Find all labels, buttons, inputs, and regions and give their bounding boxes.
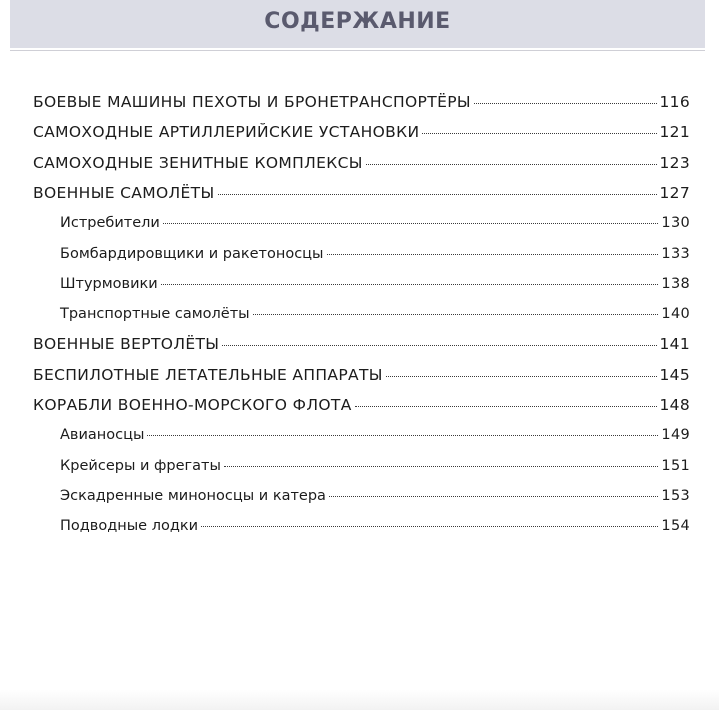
dot-leader bbox=[222, 345, 656, 346]
toc-section-entry[interactable] bbox=[33, 365, 690, 389]
dot-leader bbox=[163, 223, 659, 224]
dot-leader bbox=[201, 526, 658, 527]
dot-leader bbox=[329, 496, 658, 497]
toc-subsection-entry[interactable] bbox=[60, 213, 690, 237]
page-bottom-edge bbox=[0, 690, 719, 710]
toc-entry-label: Штурмовики bbox=[60, 276, 158, 292]
toc-subsection-entry[interactable] bbox=[60, 516, 690, 540]
toc-section-entry[interactable] bbox=[33, 122, 690, 146]
toc-entry-page-number: 151 bbox=[661, 458, 690, 474]
toc-entry-label: Авианосцы bbox=[60, 427, 145, 443]
dot-leader bbox=[224, 466, 658, 467]
toc-entry-page-number: 154 bbox=[661, 518, 690, 534]
toc-entry-label: Истребители bbox=[60, 215, 160, 231]
toc-entry-label: ВОЕННЫЕ САМОЛЁТЫ bbox=[33, 184, 215, 202]
toc-entry-page-number: 123 bbox=[659, 154, 690, 172]
toc-entry-page-number: 148 bbox=[659, 396, 690, 414]
toc-subsection-entry[interactable] bbox=[60, 274, 690, 298]
page-title: СОДЕРЖАНИЕ bbox=[264, 9, 451, 34]
dot-leader bbox=[366, 164, 657, 165]
toc-entry-page-number: 127 bbox=[659, 184, 690, 202]
toc-subsection-entry[interactable] bbox=[60, 304, 690, 328]
toc-entry-label: БЕСПИЛОТНЫЕ ЛЕТАТЕЛЬНЫЕ АППАРАТЫ bbox=[33, 366, 383, 384]
toc-entry-page-number: 138 bbox=[661, 276, 690, 292]
toc-section-entry[interactable] bbox=[33, 92, 690, 116]
toc-entry-label: ВОЕННЫЕ ВЕРТОЛЁТЫ bbox=[33, 335, 220, 353]
toc-subsection-entry[interactable] bbox=[60, 244, 690, 268]
dot-leader bbox=[386, 376, 657, 377]
dot-leader bbox=[161, 284, 659, 285]
toc-entry-page-number: 149 bbox=[661, 427, 690, 443]
toc-entry-label: Бомбардировщики и ракетоносцы bbox=[60, 246, 324, 262]
dot-leader bbox=[474, 103, 657, 104]
toc-entry-page-number: 145 bbox=[659, 366, 690, 384]
dot-leader bbox=[147, 435, 658, 436]
toc-entry-page-number: 130 bbox=[661, 215, 690, 231]
toc-entry-page-number: 140 bbox=[661, 306, 690, 322]
toc-subsection-entry[interactable] bbox=[60, 425, 690, 449]
toc-subsection-entry[interactable] bbox=[60, 456, 690, 480]
toc-entry-page-number: 116 bbox=[659, 93, 690, 111]
toc-entry-label: Крейсеры и фрегаты bbox=[60, 458, 221, 474]
toc-section-entry[interactable] bbox=[33, 153, 690, 177]
toc-entry-label: Подводные лодки bbox=[60, 518, 199, 534]
toc-entry-label: КОРАБЛИ ВОЕННО-МОРСКОГО ФЛОТА bbox=[33, 396, 352, 414]
toc-entry-label: САМОХОДНЫЕ ЗЕНИТНЫЕ КОМПЛЕКСЫ bbox=[33, 154, 363, 172]
dot-leader bbox=[422, 133, 656, 134]
toc-entry-page-number: 141 bbox=[659, 335, 690, 353]
toc-entry-label: САМОХОДНЫЕ АРТИЛЛЕРИЙСКИЕ УСТАНОВКИ bbox=[33, 123, 420, 141]
dot-leader bbox=[327, 254, 659, 255]
toc-section-entry[interactable] bbox=[33, 395, 690, 419]
toc-entry-label: Эскадренные миноносцы и катера bbox=[60, 488, 326, 504]
dot-leader bbox=[218, 194, 657, 195]
toc-entry-label: Транспортные самолёты bbox=[60, 306, 250, 322]
toc-entry-label: БОЕВЫЕ МАШИНЫ ПЕХОТЫ И БРОНЕТРАНСПОРТЁРЫ bbox=[33, 93, 471, 111]
toc-section-entry[interactable] bbox=[33, 183, 690, 207]
toc-entry-page-number: 153 bbox=[661, 488, 690, 504]
toc-subsection-entry[interactable] bbox=[60, 486, 690, 510]
dot-leader bbox=[253, 314, 659, 315]
dot-leader bbox=[355, 406, 657, 407]
toc-section-entry[interactable] bbox=[33, 334, 690, 358]
toc-entry-page-number: 121 bbox=[659, 123, 690, 141]
toc-entry-page-number: 133 bbox=[661, 246, 690, 262]
